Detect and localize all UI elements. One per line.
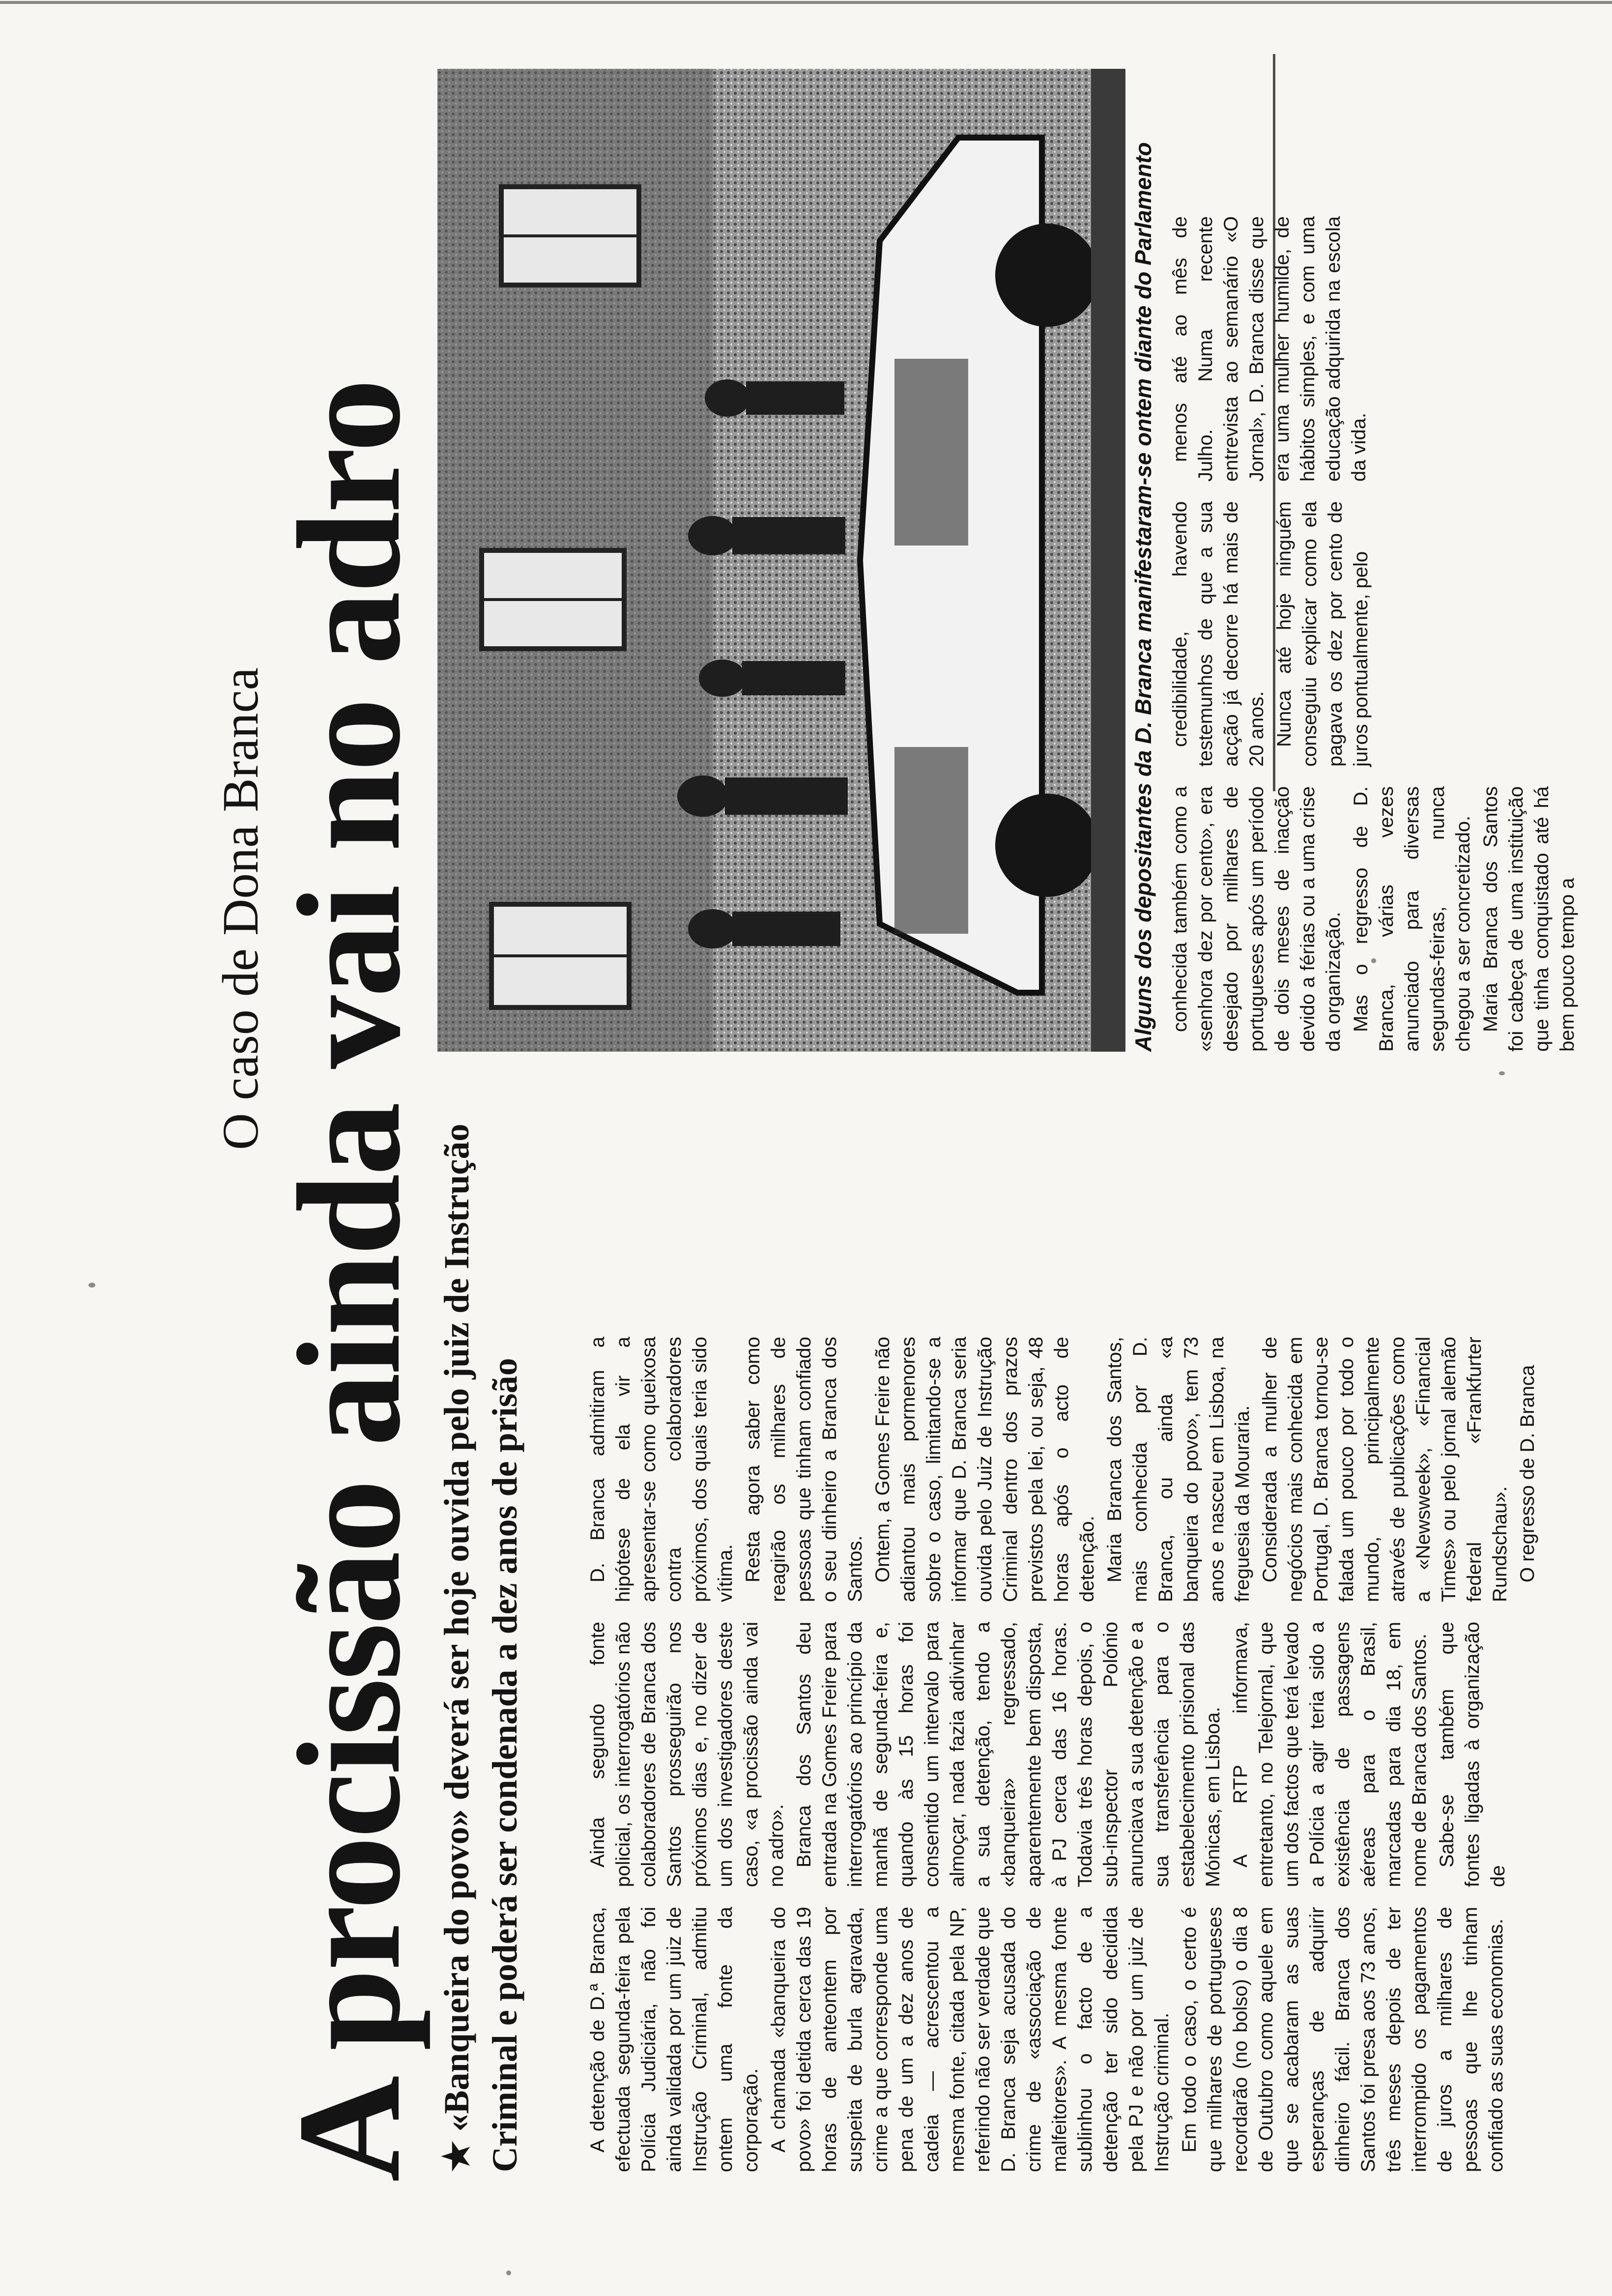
paragraph: conhecida também como a «senhora dez por cento», era desejado por milhares de portugueses após um período de dois meses de inacção devido a férias ou a uma crise da organização. — [1169, 786, 1344, 1052]
newspaper-clipping — [211, 69, 1578, 2182]
paragraph: menos até ao mês de Julho. Numa recente entrevista ao semanário «O Jornal», D. Branca disse que era uma mulher humilde, de hábitos simples, e com uma educação adquirida na escola da vida. — [1169, 216, 1370, 482]
text-column — [1167, 501, 1511, 767]
paragraph: Sabe-se também que fontes ligadas à organização de — [1436, 1622, 1509, 1887]
news-photo — [437, 69, 1125, 1052]
paragraph: Considerada a mulher de negócios mais conhecida em Portugal, D. Branca tornou-se falada um pouco por todo o mundo, principalmente através de publicações como a «Newsweek», «Financial Times» ou pelo jornal alemão federal «Frankfurter Rundschau». — [1259, 1337, 1511, 1602]
paragraph: Maria Branca dos Santos, mais conhecida por D. Branca, ou ainda «a banqueira do povo», tem 73 anos e nasceu em Lisboa, na freguesia da Mouraria. — [1104, 1337, 1253, 1602]
scan-speck — [506, 2270, 511, 2275]
scan-edge-line — [0, 1, 1612, 4]
text-column — [1167, 216, 1511, 482]
paragraph: Nunca até hoje ninguém conseguiu explicar como ela pagava os dez por cento de juros pontualmente, pelo — [1273, 501, 1372, 767]
paragraph: Ainda segundo fonte policial, os interrogatórios não colaboradores de Branca dos Santos prosseguirão nos próximos dias e, no dizer de um dos investigadores deste caso, «a procissão ainda vai no adro». — [587, 1622, 787, 1887]
paragraph: Em todo o caso, o certo é que milhares de portugueses recordarão (no bolso) o dia 8 de Outubro como aquele em que se acabaram as suas esperanças de adquirir dinheiro fácil. Branca dos Santos foi presa aos 73 anos, três meses depois de ter interrompido os pagamentos de juros a milhares de pessoas que lhe tinham confiado as suas economias. — [1179, 1907, 1507, 2172]
paragraph: A detenção de D.ª Branca, efectuada segunda-feira pela Polícia Judiciária, não foi ainda validada por um juiz de Instrução Criminal, admitiu ontem uma fonte da corporação. — [587, 1907, 762, 2172]
paragraph: A chamada «banqueira do povo» foi detida cerca das 19 horas de anteontem por suspeita de burla agravada, crime a que corresponde uma pena de um a dez anos de cadeia — acrescentou a mesma fonte, citada pela NP, referindo não ser verdade que D. Branca seja acusada do crime de «associação de malfeitores». A mesma fonte sublinhou o facto de a detenção ter sido decidida pela PJ e não por um juiz de Instrução criminal. — [768, 1907, 1173, 2172]
scan-speck — [88, 1283, 95, 1288]
article-kicker: O caso de Dona Branca — [212, 667, 269, 1150]
paragraph: A RTP informava, entretanto, no Telejornal, que um dos factos que terá levado a Polícia a agir teria sido a existência de passagens aéreas para o Brasil, marcadas para dia 18, em nome de Branca dos Santos. — [1230, 1622, 1430, 1887]
subhead-text: «Banqueira do povo» deverá ser hoje ouvida pelo juiz de Instrução Criminal e poderá ser condenada a dez anos de prisão — [437, 1123, 524, 2172]
paragraph: credibilidade, havendo testemunhos de que a sua acção já decorre há mais de 20 anos. — [1169, 501, 1267, 767]
paragraph: Ontem, a Gomes Freire não adiantou mais pormenores sobre o caso, limitando-se a informar que D. Branca seria ouvida pelo Juiz de Instrução Criminal dentro dos prazos previstos pela lei, ou seja, 48 horas após o acto de detenção. — [872, 1337, 1098, 1602]
star-icon: ★ — [437, 2140, 476, 2172]
photo-caption: Alguns dos depositantes da D. Branca manifestaram-se ontem diante do Parlamento — [1130, 142, 1156, 1052]
article-headline: A procissão ainda vai no adro — [267, 380, 431, 2182]
text-column — [1167, 786, 1578, 1052]
article-subhead — [432, 1101, 580, 2172]
paragraph: Branca dos Santos deu entrada na Gomes Freire para interrogatórios ao princípio da manhã de segunda-feira e, quando às 15 horas foi consentido um intervalo para almoçar, nada fazia adivinhar a sua detenção, tendo a «banqueira» regressado, aparentemente bem disposta, à PJ cerca das 16 horas. Todavia três horas depois, o sub-inspector Polónio anunciava a sua detenção e a sua transferência para o estabelecimento prisional das Mónicas, em Lisboa. — [793, 1622, 1224, 1887]
text-column — [585, 1907, 1509, 2172]
paragraph: O regresso de D. Branca — [1517, 1365, 1538, 1582]
text-column — [585, 1337, 1538, 1602]
paragraph: D. Branca admitiram a hipótese de ela vir a apresentar-se como queixosa contra colaboradores próximos, dos quais teria sido vítima. — [587, 1337, 736, 1602]
paragraph: Maria Branca dos Santos foi cabeça de uma instituição que tinha conquistado até há bem pouco tempo a — [1480, 786, 1578, 1052]
paragraph: Mas o regresso de D. Branca, várias vezes anunciado para diversas segundas-feiras, nunca chegou a ser concretizado. — [1350, 786, 1474, 1052]
paragraph: Resta agora saber como reagirão os milhares de pessoas que tinham confiado o seu dinheiro a Branca dos Santos. — [742, 1337, 866, 1602]
text-column — [585, 1622, 1509, 1887]
